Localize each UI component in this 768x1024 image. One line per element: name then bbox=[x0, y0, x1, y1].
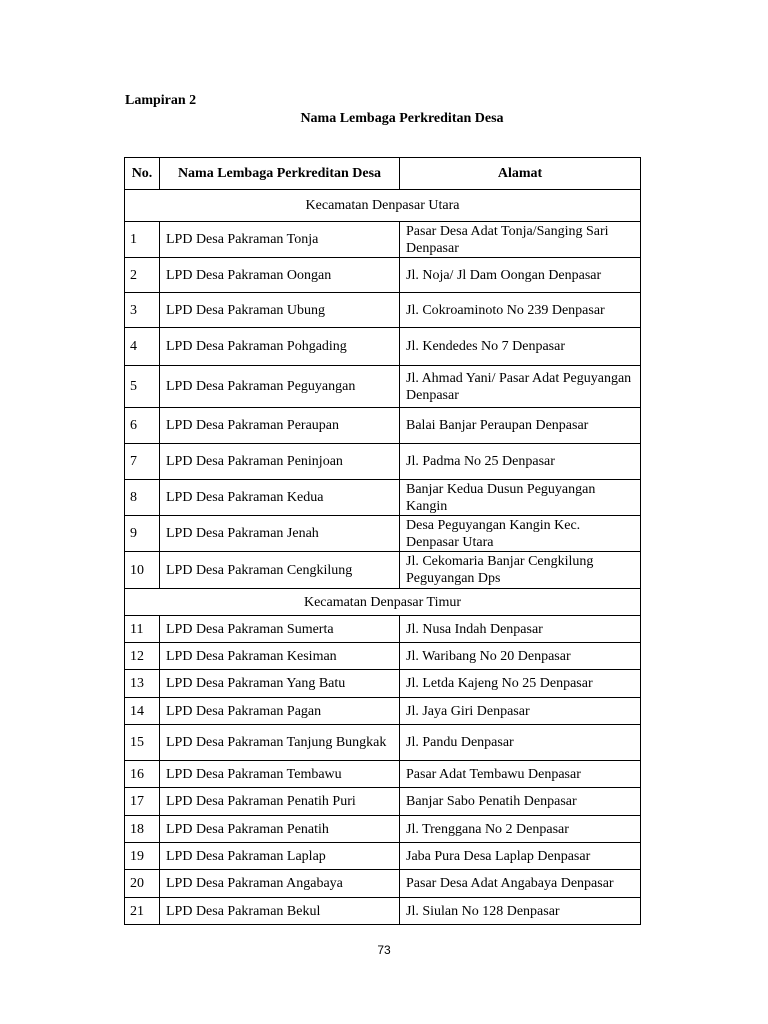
cell-number: 15 bbox=[125, 725, 160, 761]
lpd-table bbox=[124, 157, 641, 925]
table-row bbox=[125, 816, 641, 843]
table-row bbox=[125, 898, 641, 925]
cell-address: Banjar Sabo Penatih Denpasar bbox=[400, 788, 641, 816]
district-name: Kecamatan Denpasar Utara bbox=[125, 190, 641, 222]
cell-lpd-name: LPD Desa Pakraman Peraupan bbox=[160, 408, 400, 444]
table-row bbox=[125, 670, 641, 698]
cell-number: 16 bbox=[125, 761, 160, 788]
cell-lpd-name: LPD Desa Pakraman Peninjoan bbox=[160, 444, 400, 480]
table-row bbox=[125, 408, 641, 444]
page-title: Nama Lembaga Perkreditan Desa bbox=[300, 111, 504, 126]
cell-address: Jl. Waribang No 20 Denpasar bbox=[400, 643, 641, 670]
cell-number: 18 bbox=[125, 816, 160, 843]
appendix-label: Lampiran 2 bbox=[125, 93, 197, 108]
cell-address: Pasar Desa Adat Angabaya Denpasar bbox=[400, 870, 641, 898]
district-name: Kecamatan Denpasar Timur bbox=[125, 589, 641, 616]
cell-number: 11 bbox=[125, 616, 160, 643]
cell-lpd-name: LPD Desa Pakraman Tonja bbox=[160, 222, 400, 258]
table-row bbox=[125, 643, 641, 670]
cell-number: 3 bbox=[125, 293, 160, 328]
cell-lpd-name: LPD Desa Pakraman Tembawu bbox=[160, 761, 400, 788]
cell-number: 1 bbox=[125, 222, 160, 258]
table-row bbox=[125, 516, 641, 552]
cell-lpd-name: LPD Desa Pakraman Kesiman bbox=[160, 643, 400, 670]
cell-address: Balai Banjar Peraupan Denpasar bbox=[400, 408, 641, 444]
cell-lpd-name: LPD Desa Pakraman Laplap bbox=[160, 843, 400, 870]
cell-lpd-name: LPD Desa Pakraman Kedua bbox=[160, 480, 400, 516]
table-row bbox=[125, 698, 641, 725]
table-row bbox=[125, 222, 641, 258]
table-row bbox=[125, 788, 641, 816]
table-body bbox=[125, 190, 641, 925]
cell-number: 7 bbox=[125, 444, 160, 480]
cell-lpd-name: LPD Desa Pakraman Bekul bbox=[160, 898, 400, 925]
cell-address: Jl. Kendedes No 7 Denpasar bbox=[400, 328, 641, 366]
cell-number: 17 bbox=[125, 788, 160, 816]
table-row bbox=[125, 761, 641, 788]
cell-address: Jl. Cekomaria Banjar Cengkilung Peguyangan Dps bbox=[400, 552, 641, 589]
cell-lpd-name: LPD Desa Pakraman Pagan bbox=[160, 698, 400, 725]
cell-number: 10 bbox=[125, 552, 160, 589]
header-name: Nama Lembaga Perkreditan Desa bbox=[160, 158, 400, 190]
cell-number: 5 bbox=[125, 366, 160, 408]
table-row bbox=[125, 870, 641, 898]
cell-address: Jl. Trenggana No 2 Denpasar bbox=[400, 816, 641, 843]
table-row bbox=[125, 258, 641, 293]
cell-number: 20 bbox=[125, 870, 160, 898]
cell-address: Jl. Cokroaminoto No 239 Denpasar bbox=[400, 293, 641, 328]
cell-number: 21 bbox=[125, 898, 160, 925]
cell-lpd-name: LPD Desa Pakraman Pohgading bbox=[160, 328, 400, 366]
cell-lpd-name: LPD Desa Pakraman Cengkilung bbox=[160, 552, 400, 589]
table-row bbox=[125, 552, 641, 589]
cell-address: Jl. Ahmad Yani/ Pasar Adat Peguyangan Denpasar bbox=[400, 366, 641, 408]
table-row bbox=[125, 843, 641, 870]
cell-number: 6 bbox=[125, 408, 160, 444]
cell-address: Jl. Pandu Denpasar bbox=[400, 725, 641, 761]
cell-address: Pasar Adat Tembawu Denpasar bbox=[400, 761, 641, 788]
cell-address: Jl. Jaya Giri Denpasar bbox=[400, 698, 641, 725]
cell-lpd-name: LPD Desa Pakraman Peguyangan bbox=[160, 366, 400, 408]
cell-number: 2 bbox=[125, 258, 160, 293]
cell-address: Jl. Noja/ Jl Dam Oongan Denpasar bbox=[400, 258, 641, 293]
cell-lpd-name: LPD Desa Pakraman Ubung bbox=[160, 293, 400, 328]
cell-number: 14 bbox=[125, 698, 160, 725]
cell-address: Jl. Siulan No 128 Denpasar bbox=[400, 898, 641, 925]
cell-lpd-name: LPD Desa Pakraman Oongan bbox=[160, 258, 400, 293]
cell-number: 4 bbox=[125, 328, 160, 366]
cell-lpd-name: LPD Desa Pakraman Angabaya bbox=[160, 870, 400, 898]
cell-lpd-name: LPD Desa Pakraman Jenah bbox=[160, 516, 400, 552]
cell-address: Desa Peguyangan Kangin Kec. Denpasar Utara bbox=[400, 516, 641, 552]
cell-lpd-name: LPD Desa Pakraman Penatih bbox=[160, 816, 400, 843]
table-header bbox=[125, 158, 641, 190]
cell-number: 13 bbox=[125, 670, 160, 698]
cell-number: 8 bbox=[125, 480, 160, 516]
cell-number: 19 bbox=[125, 843, 160, 870]
cell-lpd-name: LPD Desa Pakraman Sumerta bbox=[160, 616, 400, 643]
table-row bbox=[125, 293, 641, 328]
table-row bbox=[125, 366, 641, 408]
district-row bbox=[125, 190, 641, 222]
table-row bbox=[125, 328, 641, 366]
header-row bbox=[125, 158, 641, 190]
cell-lpd-name: LPD Desa Pakraman Yang Batu bbox=[160, 670, 400, 698]
header-address: Alamat bbox=[400, 158, 641, 190]
cell-address: Jl. Letda Kajeng No 25 Denpasar bbox=[400, 670, 641, 698]
cell-address: Pasar Desa Adat Tonja/Sanging Sari Denpasar bbox=[400, 222, 641, 258]
cell-number: 12 bbox=[125, 643, 160, 670]
cell-address: Jl. Nusa Indah Denpasar bbox=[400, 616, 641, 643]
table-row bbox=[125, 616, 641, 643]
table-row bbox=[125, 444, 641, 480]
cell-address: Jaba Pura Desa Laplap Denpasar bbox=[400, 843, 641, 870]
table-row bbox=[125, 725, 641, 761]
cell-number: 9 bbox=[125, 516, 160, 552]
cell-address: Banjar Kedua Dusun Peguyangan Kangin bbox=[400, 480, 641, 516]
table-row bbox=[125, 480, 641, 516]
cell-lpd-name: LPD Desa Pakraman Tanjung Bungkak bbox=[160, 725, 400, 761]
cell-address: Jl. Padma No 25 Denpasar bbox=[400, 444, 641, 480]
district-row bbox=[125, 589, 641, 616]
page-number: 73 bbox=[377, 943, 391, 957]
header-no: No. bbox=[125, 158, 160, 190]
cell-lpd-name: LPD Desa Pakraman Penatih Puri bbox=[160, 788, 400, 816]
